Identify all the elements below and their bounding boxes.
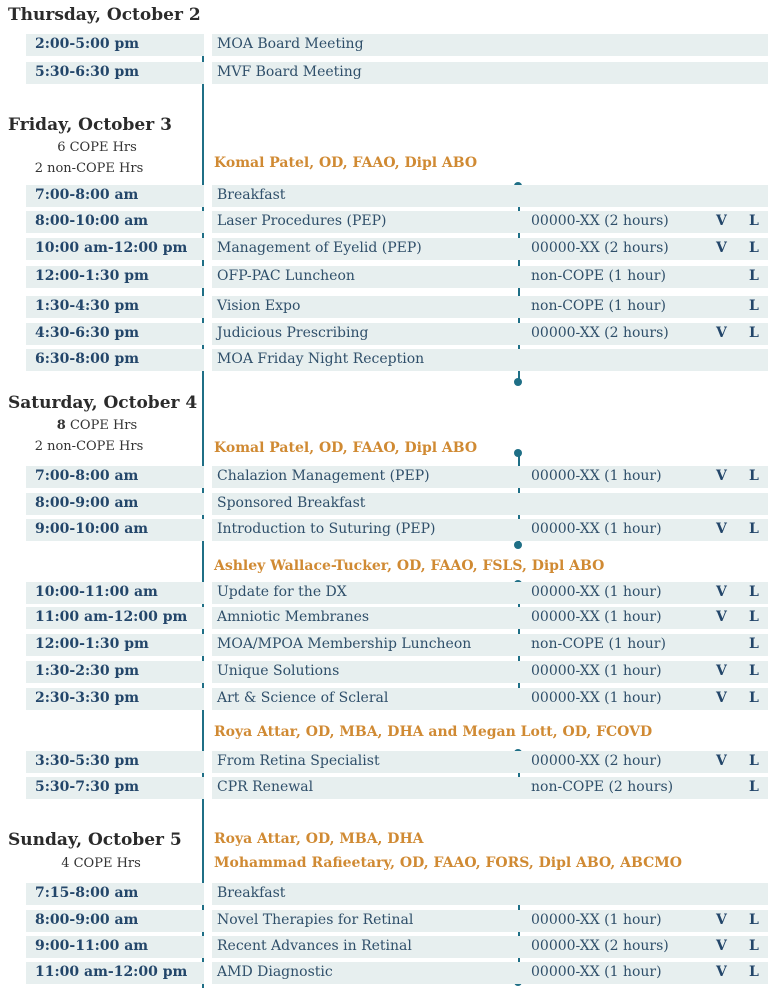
cope-hours: 4 COPE Hrs [61, 856, 141, 871]
row-course-code: non-COPE (1 hour) [531, 268, 666, 284]
row-time: 7:00-8:00 am [35, 468, 139, 484]
day-heading-thursday: Thursday, October 2 [8, 5, 201, 25]
row-v-flag: V [716, 240, 727, 256]
row-time: 4:30-6:30 pm [35, 325, 140, 341]
row-l-flag: L [749, 213, 759, 229]
schedule-row [26, 266, 768, 288]
row-time: 12:00-1:30 pm [35, 636, 149, 652]
row-session: From Retina Specialist [217, 753, 380, 769]
schedule-row [26, 323, 768, 345]
schedule-row [26, 910, 768, 932]
row-time: 11:00 am-12:00 pm [35, 609, 188, 625]
row-l-flag: L [749, 268, 759, 284]
schedule-row [26, 519, 768, 541]
row-course-code: 00000-XX (1 hour) [531, 912, 662, 928]
row-time: 10:00 am-12:00 pm [35, 240, 188, 256]
cope-hours-number: 6 [57, 140, 66, 155]
row-l-flag: L [749, 753, 759, 769]
row-v-flag: V [716, 609, 727, 625]
row-l-flag: L [749, 521, 759, 537]
row-session: Amniotic Membranes [217, 609, 370, 625]
row-time: 1:30-4:30 pm [35, 298, 140, 314]
row-session: Art & Science of Scleral [217, 690, 389, 706]
cope-hours [12, 418, 182, 433]
schedule-row [26, 962, 768, 984]
row-time: 9:00-10:00 am [35, 521, 149, 537]
schedule-row [26, 936, 768, 958]
row-course-code: 00000-XX (2 hours) [531, 938, 669, 954]
bracket-dot-bottom [514, 541, 522, 549]
non-cope-hours: 2 non-COPE Hrs [34, 161, 144, 176]
row-course-code: 00000-XX (1 hour) [531, 521, 662, 537]
schedule-row [26, 349, 768, 371]
schedule-row [26, 777, 768, 799]
row-v-flag: V [716, 325, 727, 341]
row-v-flag: V [716, 753, 727, 769]
row-time: 2:00-5:00 pm [35, 36, 140, 52]
row-course-code: 00000-XX (2 hours) [531, 325, 669, 341]
cope-hours-number: 8 [56, 418, 66, 433]
row-time: 2:30-3:30 pm [35, 690, 140, 706]
row-session: Unique Solutions [217, 663, 340, 679]
row-l-flag: L [749, 912, 759, 928]
row-course-code: 00000-XX (2 hour) [531, 753, 662, 769]
row-time: 7:00-8:00 am [35, 187, 139, 203]
row-course-code: non-COPE (1 hour) [531, 298, 666, 314]
row-course-code: 00000-XX (1 hour) [531, 584, 662, 600]
row-l-flag: L [749, 636, 759, 652]
schedule-row [26, 493, 768, 515]
row-session: Recent Advances in Retinal [217, 938, 412, 954]
row-time: 1:30-2:30 pm [35, 663, 140, 679]
row-session: CPR Renewal [217, 779, 314, 795]
schedule-row [26, 466, 768, 488]
row-session: Vision Expo [217, 298, 301, 314]
row-v-flag: V [716, 663, 727, 679]
row-l-flag: L [749, 938, 759, 954]
schedule-row [26, 688, 768, 710]
row-time: 7:15-8:00 am [35, 885, 139, 901]
row-time: 5:30-6:30 pm [35, 64, 140, 80]
schedule-row [26, 62, 768, 84]
schedule-row [26, 883, 768, 905]
row-v-flag: V [716, 213, 727, 229]
row-course-code: non-COPE (2 hours) [531, 779, 674, 795]
day-heading-friday: Friday, October 3 [8, 115, 172, 135]
row-course-code: 00000-XX (2 hours) [531, 213, 669, 229]
row-session: AMD Diagnostic [217, 964, 333, 980]
row-v-flag: V [716, 584, 727, 600]
speaker-name: Komal Patel, OD, FAAO, Dipl ABO [214, 440, 478, 456]
cope-hours [12, 140, 182, 155]
row-session: Breakfast [217, 187, 286, 203]
schedule-row [26, 34, 768, 56]
row-session: Update for the DX [217, 584, 347, 600]
row-session: MOA Board Meeting [217, 36, 364, 52]
row-v-flag: V [716, 690, 727, 706]
schedule-row [26, 296, 768, 318]
row-l-flag: L [749, 584, 759, 600]
row-course-code: 00000-XX (1 hour) [531, 609, 662, 625]
row-session: Novel Therapies for Retinal [217, 912, 414, 928]
row-session: Sponsored Breakfast [217, 495, 366, 511]
row-session: Judicious Prescribing [217, 325, 369, 341]
row-time: 9:00-11:00 am [35, 938, 149, 954]
row-session: MVF Board Meeting [217, 64, 362, 80]
schedule-row [26, 185, 768, 207]
row-l-flag: L [749, 663, 759, 679]
schedule-row [26, 238, 768, 260]
row-v-flag: V [716, 964, 727, 980]
row-course-code: 00000-XX (1 hour) [531, 468, 662, 484]
cope-hours-label: COPE Hrs [65, 140, 137, 155]
row-time: 6:30-8:00 pm [35, 351, 140, 367]
row-session: Chalazion Management (PEP) [217, 468, 430, 484]
speaker-name: Roya Attar, OD, MBA, DHA [214, 831, 424, 847]
row-v-flag: V [716, 468, 727, 484]
row-course-code: 00000-XX (2 hours) [531, 240, 669, 256]
day-heading-sunday: Sunday, October 5 [8, 830, 182, 850]
row-time: 8:00-9:00 am [35, 912, 139, 928]
schedule-row [26, 211, 768, 233]
non-cope-hours: 2 non-COPE Hrs [34, 439, 144, 454]
row-v-flag: V [716, 912, 727, 928]
row-course-code: non-COPE (1 hour) [531, 636, 666, 652]
schedule-row [26, 661, 768, 683]
day-heading-saturday: Saturday, October 4 [8, 393, 198, 413]
schedule-row [26, 582, 768, 604]
row-l-flag: L [749, 468, 759, 484]
row-course-code: 00000-XX (1 hour) [531, 690, 662, 706]
row-time: 11:00 am-12:00 pm [35, 964, 188, 980]
speaker-name: Mohammad Rafieetary, OD, FAAO, FORS, Dipl ABO, ABCMO [214, 855, 682, 871]
row-session: Breakfast [217, 885, 286, 901]
bracket-dot-top [514, 449, 522, 457]
schedule-row [26, 751, 768, 773]
row-time: 10:00-11:00 am [35, 584, 158, 600]
row-session: MOA/MPOA Membership Luncheon [217, 636, 472, 652]
row-session: Laser Procedures (PEP) [217, 213, 387, 229]
speaker-name: Roya Attar, OD, MBA, DHA and Megan Lott, OD, FCOVD [214, 724, 653, 740]
row-time: 3:30-5:30 pm [35, 753, 140, 769]
row-session: OFP-PAC Luncheon [217, 268, 355, 284]
row-session: MOA Friday Night Reception [217, 351, 425, 367]
row-course-code: 00000-XX (1 hour) [531, 964, 662, 980]
schedule-row [26, 634, 768, 656]
speaker-name: Komal Patel, OD, FAAO, Dipl ABO [214, 155, 478, 171]
row-time: 8:00-9:00 am [35, 495, 139, 511]
row-v-flag: V [716, 521, 727, 537]
row-v-flag: V [716, 938, 727, 954]
schedule-row [26, 607, 768, 629]
speaker-name: Ashley Wallace-Tucker, OD, FAAO, FSLS, Dipl ABO [214, 558, 605, 574]
row-l-flag: L [749, 779, 759, 795]
row-l-flag: L [749, 240, 759, 256]
row-time: 8:00-10:00 am [35, 213, 149, 229]
row-l-flag: L [749, 690, 759, 706]
row-l-flag: L [749, 964, 759, 980]
row-time: 5:30-7:30 pm [35, 779, 140, 795]
bracket-dot-bottom [514, 378, 522, 386]
row-l-flag: L [749, 325, 759, 341]
row-l-flag: L [749, 609, 759, 625]
row-session: Introduction to Suturing (PEP) [217, 521, 436, 537]
row-session: Management of Eyelid (PEP) [217, 240, 422, 256]
row-l-flag: L [749, 298, 759, 314]
row-time: 12:00-1:30 pm [35, 268, 149, 284]
row-course-code: 00000-XX (1 hour) [531, 663, 662, 679]
cope-hours-label: COPE Hrs [65, 418, 138, 433]
